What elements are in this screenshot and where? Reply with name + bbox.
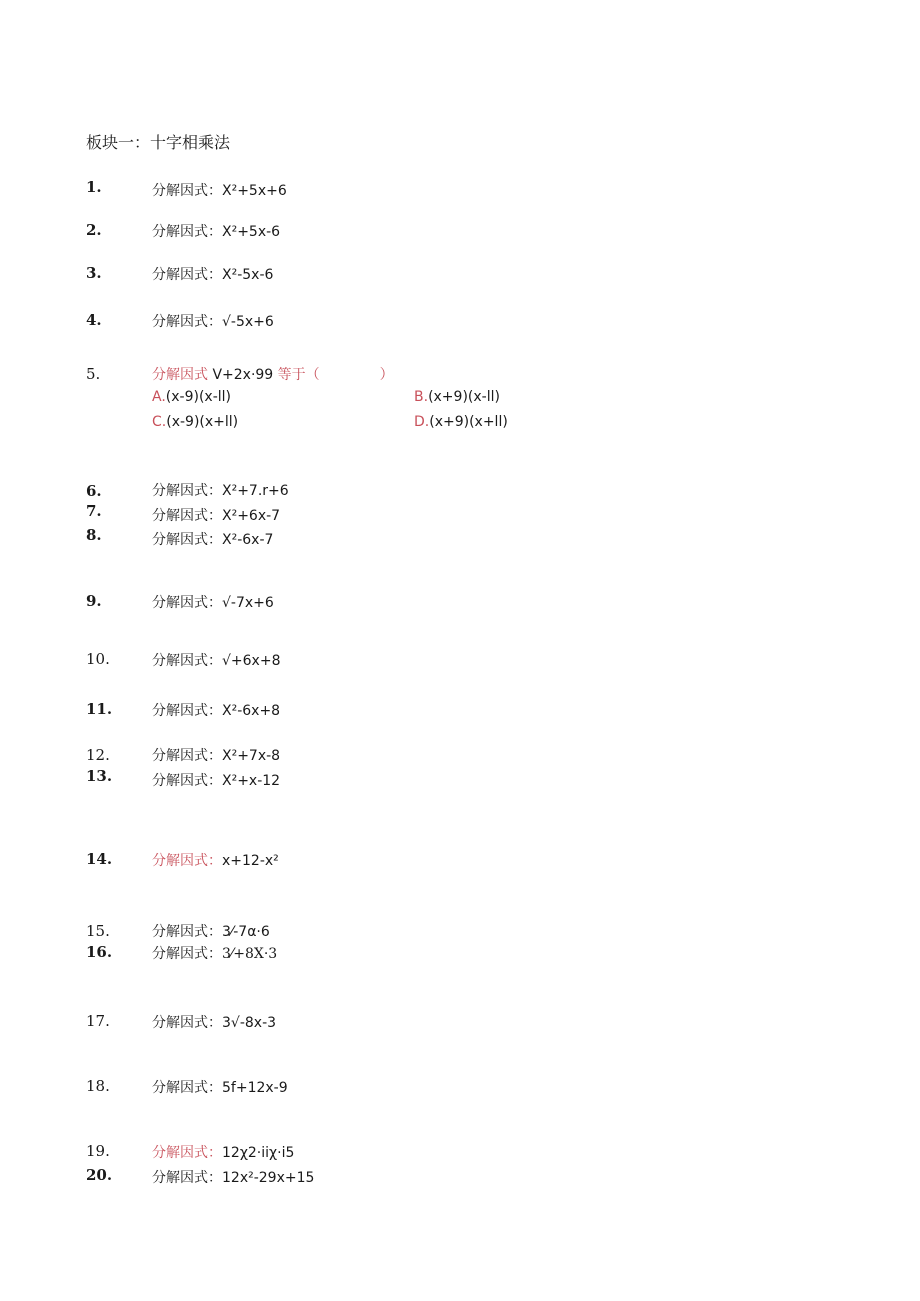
- prompt-label: 分解因式：: [152, 314, 222, 330]
- prompt-label: 分解因式：: [152, 1080, 222, 1096]
- expression: x+12-x²: [222, 853, 279, 869]
- question-18: [152, 1077, 288, 1097]
- question-14: [152, 850, 279, 870]
- question-number: 18.: [86, 1077, 110, 1095]
- question-number: 4.: [86, 311, 102, 329]
- question-5: [152, 364, 394, 384]
- question-4: [152, 311, 274, 331]
- question-number: 15.: [86, 922, 110, 940]
- close-paren: ）: [379, 367, 394, 383]
- prompt-label: 分解因式：: [152, 748, 222, 764]
- option-letter: C.: [152, 414, 167, 430]
- expression: 12x²-29x+15: [222, 1170, 315, 1186]
- expression: √-5x+6: [222, 314, 274, 330]
- option-letter: B.: [414, 389, 429, 405]
- expression: 3⁄+8X·3: [222, 946, 278, 962]
- prompt-label: 分解因式：: [152, 508, 222, 524]
- option-letter: D.: [414, 414, 430, 430]
- question-1: [152, 180, 287, 200]
- question-16: [152, 943, 277, 963]
- option-text: (x+9)(x+ll): [429, 414, 508, 430]
- prompt-label: 分解因式：: [152, 946, 222, 962]
- question-13: [152, 770, 280, 790]
- question-number: 20.: [86, 1166, 113, 1184]
- question-number: 11.: [86, 700, 113, 718]
- question-number: 17.: [86, 1012, 110, 1030]
- prompt-label: 分解因式：: [152, 853, 222, 869]
- option-b: [414, 389, 500, 405]
- question-11: [152, 700, 280, 720]
- prompt-label: 分解因式：: [152, 1145, 222, 1161]
- question-3: [152, 264, 273, 284]
- expression: 5f+12x-9: [222, 1080, 288, 1096]
- expression: X²-6x-7: [222, 532, 274, 548]
- question-12: [152, 745, 280, 765]
- question-17: [152, 1012, 276, 1032]
- question-number: 1.: [86, 178, 102, 196]
- expression: 3√-8x-3: [222, 1015, 277, 1031]
- prompt-label: 分解因式：: [152, 1170, 222, 1186]
- prompt-label: 分解因式：: [152, 1015, 222, 1031]
- question-2: [152, 221, 280, 241]
- question-9: [152, 592, 274, 612]
- question-number: 2.: [86, 221, 102, 239]
- question-number: 19.: [86, 1142, 110, 1160]
- equals-label: 等于（: [277, 367, 320, 383]
- question-20: [152, 1167, 314, 1187]
- expression: V+2x·99: [212, 367, 274, 383]
- option-letter: A.: [152, 389, 166, 405]
- prompt-label: 分解因式：: [152, 595, 222, 611]
- prompt-label: 分解因式: [152, 367, 208, 383]
- question-number: 8.: [86, 526, 102, 544]
- question-number: 14.: [86, 850, 113, 868]
- option-c: [152, 414, 238, 430]
- option-text: (x-9)(x+ll): [166, 414, 239, 430]
- prompt-label: 分解因式：: [152, 924, 222, 940]
- option-text: (x-9)(x-ll): [165, 389, 231, 405]
- question-15: [152, 921, 270, 941]
- expression: X²+5x+6: [222, 183, 287, 199]
- prompt-label: 分解因式：: [152, 653, 222, 669]
- prompt-label: 分解因式：: [152, 703, 222, 719]
- expression: 12χ2·iiχ·i5: [222, 1145, 295, 1161]
- expression: 3⁄-7α·6: [222, 924, 270, 940]
- question-8: [152, 529, 273, 549]
- question-number: 13.: [86, 767, 113, 785]
- option-d: [414, 414, 508, 430]
- expression: X²+x-12: [222, 773, 281, 789]
- expression: X²+7x-8: [222, 748, 281, 764]
- expression: X²+6x-7: [222, 508, 281, 524]
- expression: X²+7.r+6: [222, 483, 289, 499]
- expression: √+6x+8: [222, 653, 281, 669]
- question-number: 12.: [86, 746, 110, 764]
- prompt-label: 分解因式：: [152, 267, 222, 283]
- prompt-label: 分解因式：: [152, 224, 222, 240]
- section-title: 板块一：十字相乘法: [86, 133, 231, 152]
- question-number: 7.: [86, 502, 102, 520]
- expression: X²-5x-6: [222, 267, 274, 283]
- question-number: 10.: [86, 650, 110, 668]
- prompt-label: 分解因式：: [152, 532, 222, 548]
- question-6: [152, 480, 289, 500]
- question-10: [152, 650, 280, 670]
- prompt-label: 分解因式：: [152, 773, 222, 789]
- expression: √-7x+6: [222, 595, 274, 611]
- question-7: [152, 505, 280, 525]
- expression: X²+5x-6: [222, 224, 281, 240]
- option-a: [152, 389, 231, 405]
- question-number: 5.: [86, 365, 101, 383]
- question-number: 6.: [86, 482, 102, 500]
- option-text: (x+9)(x-ll): [428, 389, 500, 405]
- expression: X²-6x+8: [222, 703, 281, 719]
- question-number: 3.: [86, 264, 102, 282]
- question-19: [152, 1142, 294, 1162]
- question-number: 16.: [86, 943, 113, 961]
- prompt-label: 分解因式：: [152, 183, 222, 199]
- prompt-label: 分解因式：: [152, 483, 222, 499]
- question-number: 9.: [86, 592, 102, 610]
